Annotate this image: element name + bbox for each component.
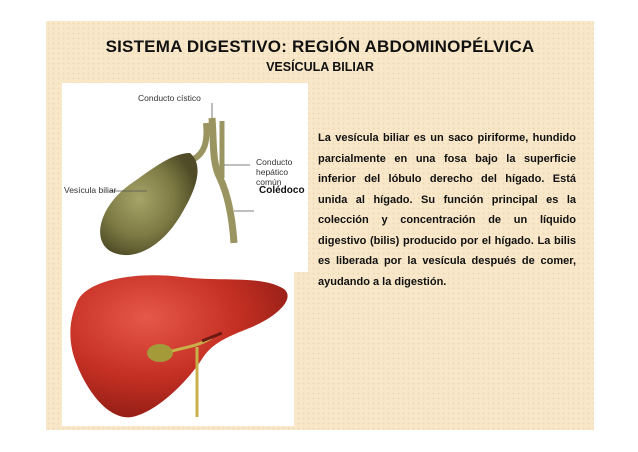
liver-illustration: [62, 267, 294, 426]
hepatic-duct-label-3: común: [256, 177, 282, 187]
slide-title: SISTEMA DIGESTIVO: REGIÓN ABDOMINOPÉLVICA: [105, 37, 535, 56]
gallbladder-label: Vesícula biliar: [64, 185, 117, 195]
slide: [46, 21, 594, 430]
cystic-duct-label: Conducto cístico: [138, 93, 201, 103]
description-paragraph: La vesícula biliar es un saco piriforme, hundido parcialmente en una fosa bajo la superficie inferior del lóbulo derecho del hígado. Está unida al hígado. Su función principal es la colección y concentración de un líquido digestivo (bilis) producido por el hígado. La bilis es liberada por la vesícula después de comer, ayudando a la digestión.: [318, 132, 576, 288]
hepatic-duct-label-1: Conducto: [256, 157, 293, 167]
common-bile-duct-label: Colédoco: [259, 185, 305, 196]
gallbladder-figure: [62, 83, 308, 272]
hepatic-duct-label-2: hepático: [256, 167, 289, 177]
liver-figure: [62, 267, 294, 426]
slide-subtitle: VESÍCULA BILIAR: [266, 60, 374, 74]
